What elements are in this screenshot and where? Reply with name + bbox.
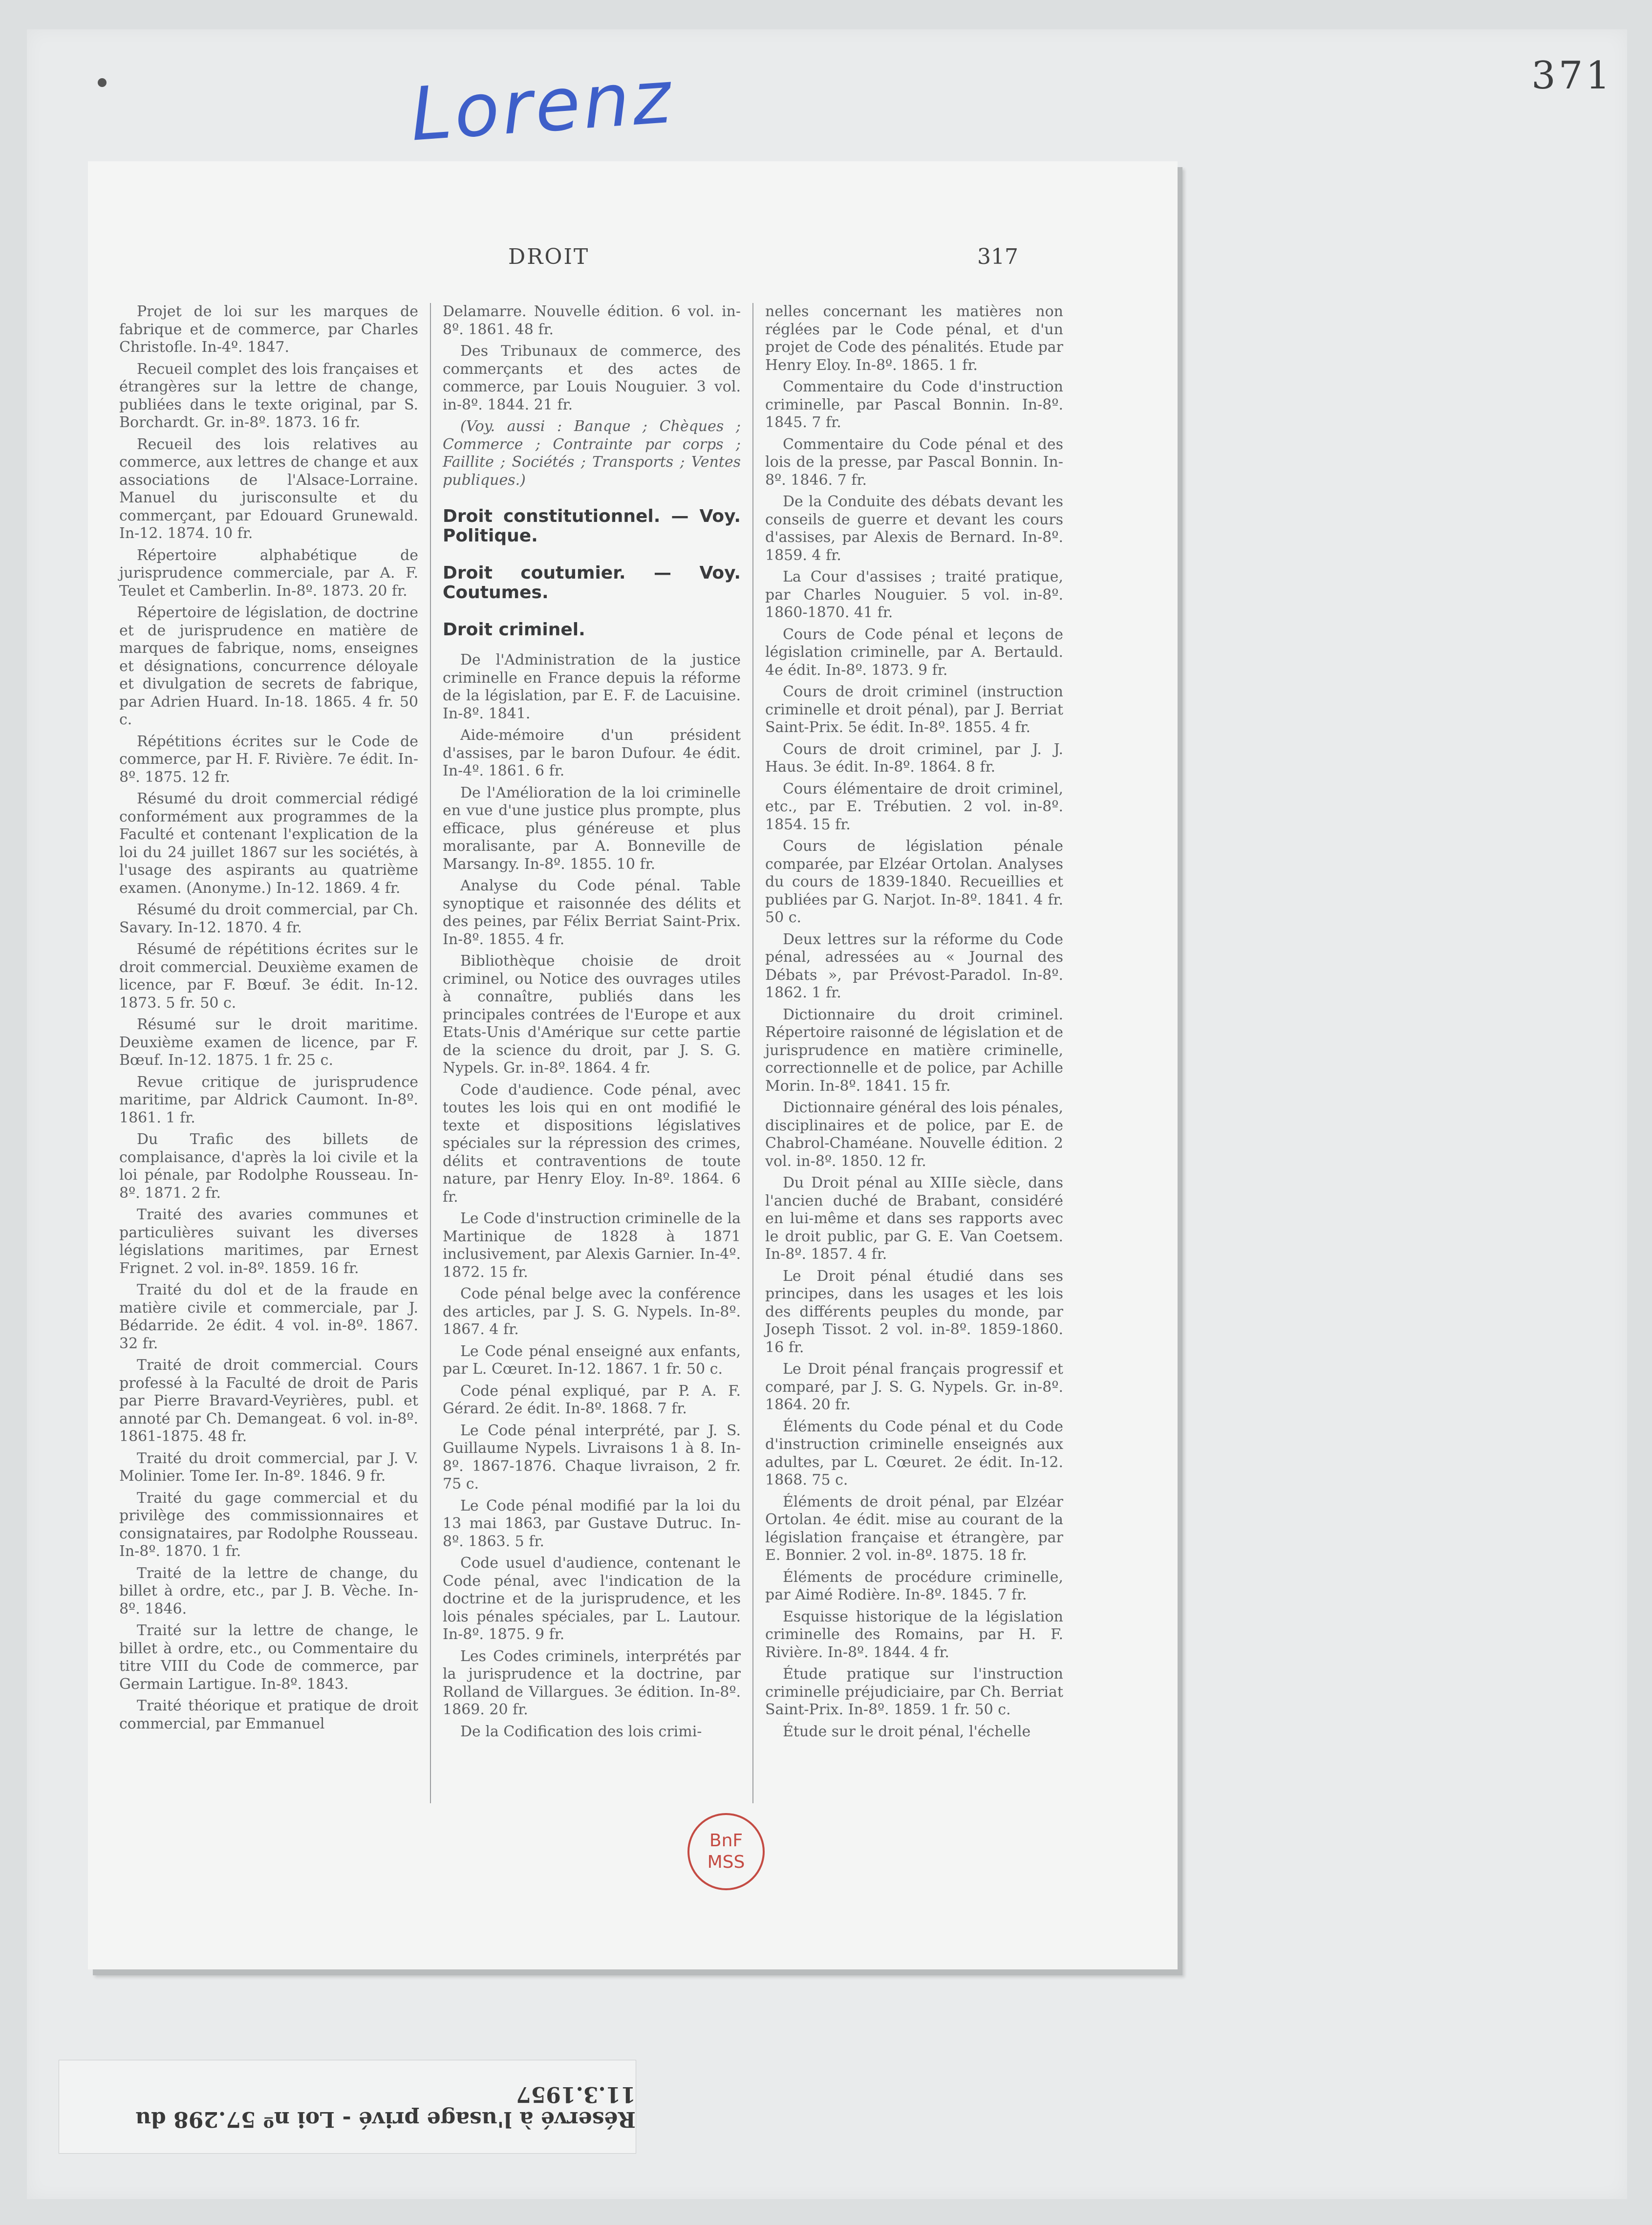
column-2 [430,303,752,1803]
column-1 [107,303,430,1803]
running-head-page: 317 [977,244,1018,269]
bibliography-entry: Étude pratique sur l'instruction criminelle préjudiciaire, par Ch. Berriat Saint-Prix. In-8º. 1859. 1 fr. 50 c. [765,1665,1063,1718]
bibliography-entry: Commentaire du Code d'instruction criminelle, par Pascal Bonnin. In-8º. 1845. 7 fr. [765,378,1063,431]
bibliography-entry: Éléments de procédure criminelle, par Aimé Rodière. In-8º. 1845. 7 fr. [765,1568,1063,1603]
bibliography-entry: Delamarre. Nouvelle édition. 6 vol. in-8º. 1861. 48 fr. [443,303,741,338]
stamp-line-2: MSS [707,1852,745,1872]
bibliography-entry: Recueil complet des lois françaises et étrangères sur la lettre de change, publiées dans le texte original, par S. Borchardt. Gr. in-8º. 1873. 16 fr. [119,360,418,431]
cross-reference: (Voy. aussi : Banque ; Chèques ; Commerce ; Contrainte par corps ; Faillite ; Sociétés ; Transports ; Ventes publiques.) [443,418,741,489]
bibliography-entry: Revue critique de jurisprudence maritime, par Aldrick Caumont. In-8º. 1861. 1 fr. [119,1073,418,1126]
bibliography-entry: Traité de la lettre de change, du billet à ordre, etc., par J. B. Vèche. In-8º. 1846. [119,1564,418,1618]
bibliography-entry: Cours élémentaire de droit criminel, etc., par E. Trébutien. 2 vol. in-8º. 1854. 15 fr. [765,780,1063,833]
bibliography-entry: Résumé de répétitions écrites sur le droit commercial. Deuxième examen de licence, par F. Bœuf. 3e édit. In-12. 1873. 5 fr. 50 c. [119,941,418,1012]
bibliography-entry: Du Droit pénal au XIIIe siècle, dans l'ancien duché de Brabant, considéré en lui-même et dans ses rapports avec le droit public, par G. E. Van Coetsem. In-8º. 1857. 4 fr. [765,1174,1063,1263]
bibliography-entry: Traité du gage commercial et du privilège des commissionnaires et consignataires, par Rodolphe Rousseau. In-8º. 1870. 1 fr. [119,1489,418,1560]
column-3 [752,303,1075,1803]
bibliography-entry: Recueil des lois relatives au commerce, aux lettres de change et aux associations de l'Alsace-Lorraine. Manuel du jurisconsulte et du commerçant, par Edouard Grunewald. In-12. 1874. 10 fr. [119,435,418,542]
bibliography-entry: Aide-mémoire d'un président d'assises, par le baron Dufour. 4e édit. In-4º. 1861. 6 fr. [443,727,741,779]
usage-label-text: Réservé à l'usage privé - Loi nº 57.298 du 11.3.1957 [135,2082,636,2132]
ink-spot [98,78,107,87]
section-heading: Droit coutumier. — Voy. Coutumes. [443,563,741,603]
bibliography-entry: nelles concernant les matières non réglées par le Code pénal, et d'un projet de Code des pénalités. Etude par Henry Eloy. In-8º. 1865. 1 fr. [765,303,1063,374]
bibliography-entry: Commentaire du Code pénal et des lois de la presse, par Pascal Bonnin. In-8º. 1846. 7 fr. [765,435,1063,489]
section-heading: Droit criminel. [443,620,585,640]
stamp-line-1: BnF [709,1831,743,1851]
bibliography-entry: De la Conduite des débats devant les conseils de guerre et devant les cours d'assises, par Alexis de Bernard. In-8º. 1859. 4 fr. [765,493,1063,564]
bibliography-entry: Projet de loi sur les marques de fabrique et de commerce, par Charles Christofle. In-4º. 1847. [119,303,418,356]
printed-page [88,161,1178,1969]
bibliography-entry: Le Droit pénal étudié dans ses principes, dans les usages et les lois des différents peuples du monde, par Joseph Tissot. 2 vol. in-8º. 1859-1860. 16 fr. [765,1267,1063,1356]
usage-label [59,2060,636,2154]
bibliography-entry: Traité du droit commercial, par J. V. Molinier. Tome Ier. In-8º. 1846. 9 fr. [119,1449,418,1485]
bibliography-entry: Traité du dol et de la fraude en matière civile et commerciale, par J. Bédarride. 2e édit. 4 vol. in-8º. 1867. 32 fr. [119,1281,418,1352]
bibliography-entry: Du Trafic des billets de complaisance, d'après la loi civile et la loi pénale, par Rodolphe Rousseau. In-8º. 1871. 2 fr. [119,1131,418,1202]
bibliography-entry: Le Code d'instruction criminelle de la Martinique de 1828 à 1871 inclusivement, par Alexis Garnier. In-4º. 1872. 15 fr. [443,1210,741,1281]
bibliography-entry: Deux lettres sur la réforme du Code pénal, adressées au « Journal des Débats », par Prévost-Paradol. In-8º. 1862. 1 fr. [765,930,1063,1001]
bibliography-entry: La Cour d'assises ; traité pratique, par Charles Nouguier. 5 vol. in-8º. 1860-1870. 41 fr. [765,568,1063,621]
bibliography-entry: Étude sur le droit pénal, l'échelle [783,1723,1031,1740]
bibliography-entry: Résumé du droit commercial rédigé conformément aux programmes de la Faculté et contenant l'explication de la loi du 24 juillet 1867 sur les sociétés, à l'usage des aspirants au quatrième examen. (Anonyme.) In-12. 1869. 4 fr. [119,790,418,897]
bibliography-entry: Cours de droit criminel (instruction criminelle et droit pénal), par J. Berriat Saint-Prix. 5e édit. In-8º. 1855. 4 fr. [765,683,1063,736]
bibliography-entry: De l'Administration de la justice criminelle en France depuis la réforme de la législation, par E. F. de Lacuisine. In-8º. 1841. [443,651,741,722]
bibliography-entry: De la Codification des lois crimi- [460,1723,702,1740]
bibliography-entry: Le Code pénal modifié par la loi du 13 mai 1863, par Gustave Dutruc. In-8º. 1863. 5 fr. [443,1497,741,1550]
bibliography-entry: Le Code pénal interprété, par J. S. Guillaume Nypels. Livraisons 1 à 8. In-8º. 1867-1876. Chaque livraison, 2 fr. 75 c. [443,1422,741,1492]
bibliography-entry: Le Code pénal enseigné aux enfants, par L. Cœuret. In-12. 1867. 1 fr. 50 c. [443,1342,741,1378]
bibliography-entry: Esquisse historique de la législation criminelle des Romains, par H. F. Rivière. In-8º. 1844. 4 fr. [765,1608,1063,1661]
running-head-title: DROIT [508,244,590,269]
bibliography-entry: Les Codes criminels, interprétés par la jurisprudence et la doctrine, par Rolland de Villargues. 3e édition. In-8º. 1869. 20 fr. [443,1647,741,1718]
bibliography-entry: Bibliothèque choisie de droit criminel, ou Notice des ouvrages utiles à connaître, publiés dans les principales contrées de l'Europe et aux Etats-Unis d'Amérique sur cette partie de la science du droit, par J. S. G. Nypels. Gr. in-8º. 1864. 4 fr. [443,952,741,1077]
bibliography-entry: Dictionnaire général des lois pénales, disciplinaires et de police, par E. de Chabrol-Chaméane. Nouvelle édition. 2 vol. in-8º. 1850. 12 fr. [765,1099,1063,1170]
bibliography-entry: Le Droit pénal français progressif et comparé, par J. S. G. Nypels. Gr. in-8º. 1864. 20 fr. [765,1361,1063,1413]
bibliography-entry: Code pénal expliqué, par P. A. F. Gérard. 2e édit. In-8º. 1868. 7 fr. [443,1382,741,1417]
bibliography-entry: Cours de Code pénal et leçons de législation criminelle, par A. Bertauld. 4e édit. In-8º. 1873. 9 fr. [765,626,1063,679]
folio-number: 371 [1531,54,1613,98]
library-stamp [687,1813,765,1890]
bibliography-entry: Cours de droit criminel, par J. J. Haus. 3e édit. In-8º. 1864. 8 fr. [765,740,1063,776]
bibliography-entry: Traité des avaries communes et particulières suivant les diverses législations maritimes, par Ernest Frignet. 2 vol. in-8º. 1859. 16 fr. [119,1206,418,1277]
bibliography-entry: Traité sur la lettre de change, le billet à ordre, etc., ou Commentaire du titre VIII du Code de commerce, par Germain Lartigue. In-8º. 1843. [119,1622,418,1693]
bibliography-entry: Répertoire de législation, de doctrine et de jurisprudence en matière de marques de fabrique, noms, enseignes et désignations, concurrence déloyale et divulgation de secrets de fabrique, par Adrien Huard. In-18. 1865. 4 fr. 50 c. [119,604,418,728]
text-columns [107,303,1114,1803]
bibliography-entry: De l'Amélioration de la loi criminelle en vue d'une justice plus prompte, plus efficace, plus généreuse et plus moralisante, par A. Bonneville de Marsangy. In-8º. 1855. 10 fr. [443,784,741,873]
bibliography-entry: Dictionnaire du droit criminel. Répertoire raisonné de législation et de jurisprudence en matière criminelle, correctionnelle et de police, par Achille Morin. In-8º. 1841. 15 fr. [765,1006,1063,1095]
bibliography-entry: Code d'audience. Code pénal, avec toutes les lois qui en ont modifié le texte et dispositions législatives spéciales sur la répression des crimes, délits et contraventions de toute nature, par Henry Eloy. In-8º. 1864. 6 fr. [443,1081,741,1206]
bibliography-entry: Code pénal belge avec la conférence des articles, par J. S. G. Nypels. In-8º. 1867. 4 fr. [443,1285,741,1338]
bibliography-entry: Répertoire alphabétique de jurisprudence commerciale, par A. F. Teulet et Camberlin. In-8º. 1873. 20 fr. [119,546,418,600]
bibliography-entry: Traité de droit commercial. Cours professé à la Faculté de droit de Paris par Pierre Bravard-Veyrières, publ. et annoté par Ch. Demangeat. 6 vol. in-8º. 1861-1875. 48 fr. [119,1357,418,1445]
handwritten-annotation: Lorenz [408,54,677,158]
bibliography-entry: Répétitions écrites sur le Code de commerce, par H. F. Rivière. 7e édit. In-8º. 1875. 12 fr. [119,733,418,786]
section-heading: Droit constitutionnel. — Voy. Politique. [443,506,741,546]
bibliography-entry: Cours de législation pénale comparée, par Elzéar Ortolan. Analyses du cours de 1839-1840. Recueillies et publiées par G. Narjot. In-8º. 1841. 4 fr. 50 c. [765,838,1063,926]
bibliography-entry: Traité théorique et pratique de droit commercial, par Emmanuel [119,1697,418,1732]
bibliography-entry: Éléments de droit pénal, par Elzéar Ortolan. 4e édit. mise au courant de la législation française et étrangère, par E. Bonnier. 2 vol. in-8º. 1875. 18 fr. [765,1493,1063,1564]
bibliography-entry: Résumé du droit commercial, par Ch. Savary. In-12. 1870. 4 fr. [119,901,418,936]
bibliography-entry: Des Tribunaux de commerce, des commerçants et des actes de commerce, par Louis Nouguier. 3 vol. in-8º. 1844. 21 fr. [443,343,741,413]
bibliography-entry: Résumé sur le droit maritime. Deuxième examen de licence, par F. Bœuf. In-12. 1875. 1 fr. 25 c. [119,1016,418,1069]
bibliography-entry: Code usuel d'audience, contenant le Code pénal, avec l'indication de la doctrine et de la jurisprudence, et les lois pénales spéciales, par L. Lautour. In-8º. 1875. 9 fr. [443,1555,741,1643]
bibliography-entry: Éléments du Code pénal et du Code d'instruction criminelle enseignés aux adultes, par L. Cœuret. 2e édit. In-12. 1868. 75 c. [765,1418,1063,1489]
bibliography-entry: Analyse du Code pénal. Table synoptique et raisonnée des délits et des peines, par Félix Berriat Saint-Prix. In-8º. 1855. 4 fr. [443,877,741,948]
